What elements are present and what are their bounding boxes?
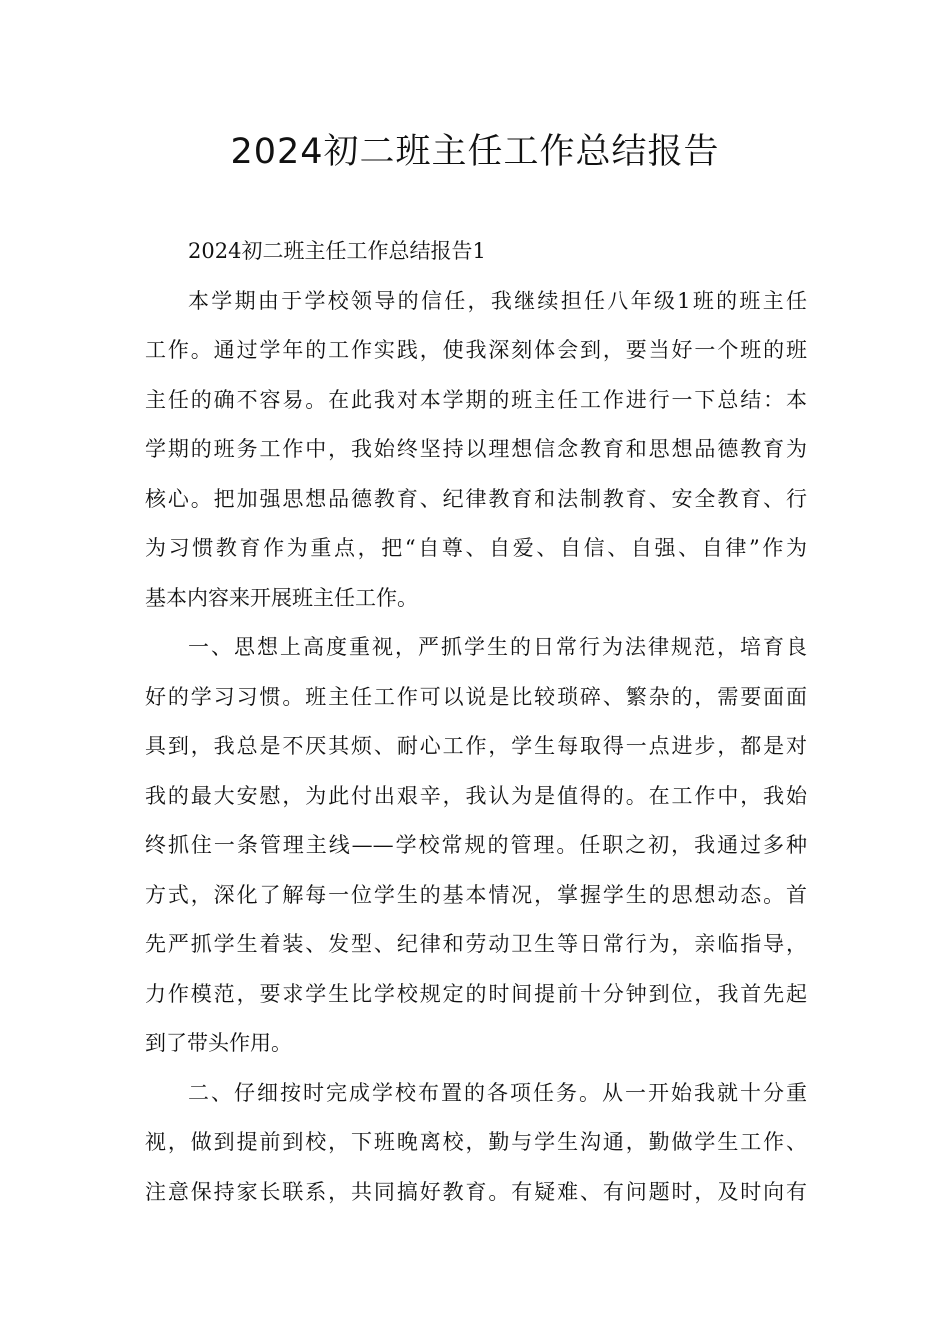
document-body: [145, 227, 807, 1217]
paragraph-line: 到了带头作用。: [145, 1031, 292, 1055]
paragraph-line: 视，做到提前到校，下班晚离校，勤与学生沟通，勤做学生工作、: [145, 1130, 807, 1154]
section-heading: 2024初二班主任工作总结报告1: [188, 239, 486, 263]
paragraph-line: 终抓住一条管理主线——学校常规的管理。任职之初，我通过多种: [145, 833, 807, 857]
paragraph-section-two: [145, 1069, 807, 1218]
paragraph-section-one: [145, 623, 807, 1069]
paragraph-line: 为习惯教育作为重点，把“自尊、自爱、自信、自强、自律”作为: [145, 536, 807, 560]
paragraph-line: 二、仔细按时完成学校布置的各项任务。从一开始我就十分重: [188, 1080, 807, 1105]
paragraph-intro: [145, 277, 807, 624]
paragraph-line: 主任的确不容易。在此我对本学期的班主任工作进行一下总结：本: [145, 387, 807, 412]
paragraph-line: 基本内容来开展班主任工作。: [145, 585, 418, 610]
paragraph-line: 工作。通过学年的工作实践，使我深刻体会到，要当好一个班的班: [145, 338, 807, 362]
paragraph-line: 力作模范，要求学生比学校规定的时间提前十分钟到位，我首先起: [145, 981, 807, 1006]
document-title: 2024初二班主任工作总结报告: [230, 132, 720, 172]
paragraph-line: 学期的班务工作中，我始终坚持以理想信念教育和思想品德教育为: [145, 437, 807, 461]
paragraph-line: 核心。把加强思想品德教育、纪律教育和法制教育、安全教育、行: [145, 486, 807, 511]
paragraph-line: 先严抓学生着装、发型、纪律和劳动卫生等日常行为，亲临指导，: [145, 932, 807, 956]
paragraph-line: 好的学习习惯。班主任工作可以说是比较琐碎、繁杂的，需要面面: [145, 684, 807, 709]
paragraph-line: 本学期由于学校领导的信任，我继续担任八年级1班的班主任: [188, 288, 807, 313]
paragraph-line: 注意保持家长联系，共同搞好教育。有疑难、有问题时，及时向有: [145, 1179, 807, 1204]
paragraph-line: 具到，我总是不厌其烦、耐心工作，学生每取得一点进步，都是对: [145, 734, 807, 758]
paragraph-line: 一、思想上高度重视，严抓学生的日常行为法律规范，培育良: [188, 635, 807, 659]
paragraph-line: 我的最大安慰，为此付出艰辛，我认为是值得的。在工作中，我始: [145, 783, 807, 808]
paragraph-line: 方式，深化了解每一位学生的基本情况，掌握学生的思想动态。首: [145, 882, 807, 907]
